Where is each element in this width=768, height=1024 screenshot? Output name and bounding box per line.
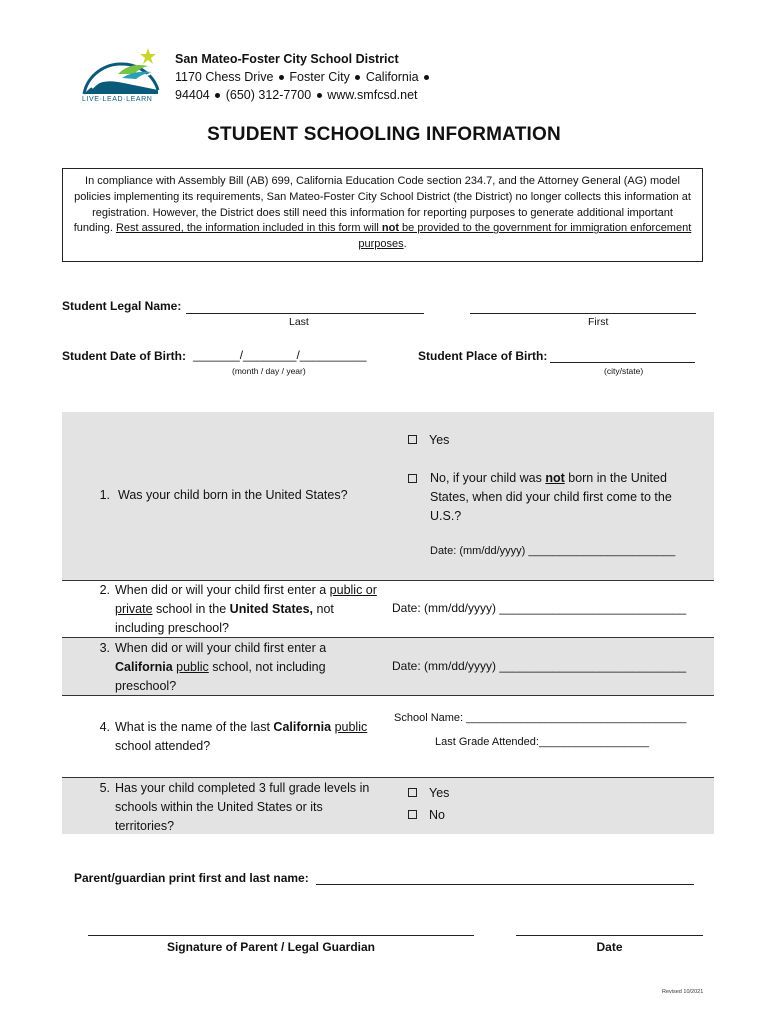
- q3-text-bold: California: [115, 660, 173, 674]
- address-line-2: [175, 86, 431, 104]
- question-1: [88, 486, 388, 505]
- row-divider: [62, 695, 714, 696]
- q1-date-field[interactable]: Date: (mm/dd/yyyy) ________________________: [430, 545, 676, 557]
- last-name-caption: Last: [289, 316, 309, 328]
- checkbox-icon[interactable]: [408, 810, 417, 819]
- checkbox-icon[interactable]: [408, 788, 417, 797]
- q5-no-option[interactable]: [408, 806, 445, 825]
- legal-name-label: Student Legal Name:: [62, 299, 182, 313]
- pob-caption: (city/state): [604, 366, 644, 376]
- q3-text-u: public: [176, 660, 209, 674]
- question-4: [88, 718, 378, 756]
- address-line-1: [175, 68, 431, 86]
- checkbox-icon[interactable]: [408, 435, 417, 444]
- notice-end: .: [403, 238, 407, 251]
- q4-text-bold: California: [273, 720, 332, 734]
- dob-label: Student Date of Birth:: [62, 349, 186, 363]
- bullet-icon: [215, 93, 220, 98]
- address-city: Foster City: [289, 70, 350, 84]
- date-caption: Date: [596, 940, 623, 954]
- signature-date-field[interactable]: [516, 935, 703, 936]
- phone-number: (650) 312-7700: [225, 88, 312, 102]
- q2-text-c: not including preschool?: [115, 602, 334, 635]
- first-name-field[interactable]: [470, 313, 696, 314]
- first-name-caption: First: [588, 316, 609, 328]
- notice-assurance-b: be provided to the government for immigration enforcement purposes: [358, 222, 692, 251]
- dob-caption: (month / day / year): [232, 366, 306, 376]
- q5-yes-option[interactable]: [408, 784, 449, 803]
- question-5-number: 5.: [99, 781, 110, 795]
- q2-text-b: school in the: [152, 602, 230, 616]
- pob-field[interactable]: [550, 362, 695, 363]
- q4-text-b: school attended?: [115, 739, 211, 753]
- notice-assurance-not: not: [381, 222, 399, 235]
- q3-text-b: school, not including preschool?: [115, 660, 326, 693]
- question-2-number: 2.: [99, 583, 110, 597]
- bullet-icon: [424, 75, 429, 80]
- question-1-text: Was your child born in the United States?: [118, 488, 348, 502]
- question-3: [88, 639, 378, 696]
- q1-yes-label: Yes: [429, 433, 450, 447]
- checkbox-icon[interactable]: [408, 474, 417, 483]
- school-name-field[interactable]: School Name: ____________________________________: [394, 712, 687, 724]
- q2-date-field[interactable]: Date: (mm/dd/yyyy) ____________________________: [392, 601, 687, 615]
- question-4-text: [88, 718, 378, 756]
- address-street: 1170 Chess Drive: [175, 70, 274, 84]
- q1-no-label: [408, 469, 704, 526]
- revision-note: Revised 10/2021: [662, 989, 704, 995]
- parent-name-field[interactable]: [316, 884, 694, 885]
- compliance-notice: [62, 168, 703, 262]
- question-2-text: [88, 581, 378, 638]
- dob-field[interactable]: _______/________/__________: [193, 348, 367, 362]
- signature-field[interactable]: [88, 935, 474, 936]
- q4-text-u: public: [334, 720, 368, 734]
- website: www.smfcsd.net: [327, 88, 418, 102]
- notice-assurance-a: Rest assured, the information included in this form will: [115, 222, 382, 235]
- q2-text-u: public or private: [115, 583, 377, 616]
- pob-label: Student Place of Birth:: [418, 349, 548, 363]
- bullet-icon: [279, 75, 284, 80]
- q1-no-text-a: No, if your child was: [430, 471, 546, 485]
- q1-no-text-b: born in the United States, when did your child first come to the U.S.?: [430, 471, 672, 523]
- question-3-number: 3.: [99, 641, 110, 655]
- bullet-icon: [317, 93, 322, 98]
- question-3-text: [88, 639, 378, 696]
- q3-date-field[interactable]: Date: (mm/dd/yyyy) ____________________________: [392, 659, 687, 673]
- signature-caption: Signature of Parent / Legal Guardian: [166, 940, 376, 954]
- q2-text-a: When did or will your child first enter a: [115, 583, 330, 597]
- question-2: [88, 581, 378, 638]
- address-state: California: [365, 70, 419, 84]
- address-zip: 94404: [175, 88, 210, 102]
- question-5-text: Has your child completed 3 full grade levels in schools within the United States or its territories?: [115, 781, 370, 833]
- q5-yes-label: Yes: [429, 786, 450, 800]
- q4-text-a: What is the name of the last: [115, 720, 274, 734]
- question-4-number: 4.: [99, 720, 110, 734]
- q1-yes-option[interactable]: [408, 431, 449, 450]
- notice-text: In compliance with Assembly Bill (AB) 699, California Education Code section 234.7, and the Attorney General (AG) model policies implementing its requirements, San Mateo-Foster City School District (the District) no longer collects this information at registration. However, the District does still need this information for reporting purposes to generate additional important funding.: [73, 175, 691, 235]
- district-header: [175, 50, 431, 104]
- bullet-icon: [355, 75, 360, 80]
- q1-no-option[interactable]: [408, 469, 704, 526]
- q2-text-bold: United States,: [229, 602, 314, 616]
- last-grade-field[interactable]: Last Grade Attended:__________________: [435, 736, 650, 748]
- question-1-number: 1.: [99, 488, 110, 502]
- q1-no-not: not: [545, 471, 565, 485]
- district-name: San Mateo-Foster City School District: [175, 52, 399, 66]
- page-title: STUDENT SCHOOLING INFORMATION: [207, 124, 561, 145]
- last-name-field[interactable]: [186, 313, 424, 314]
- q3-text-a: When did or will your child first enter a: [115, 641, 327, 655]
- logo-tagline: LIVE·LEAD·LEARN: [82, 96, 153, 103]
- q5-no-label: No: [429, 808, 445, 822]
- question-5: [88, 779, 378, 836]
- parent-name-label: Parent/guardian print first and last name:: [74, 871, 309, 885]
